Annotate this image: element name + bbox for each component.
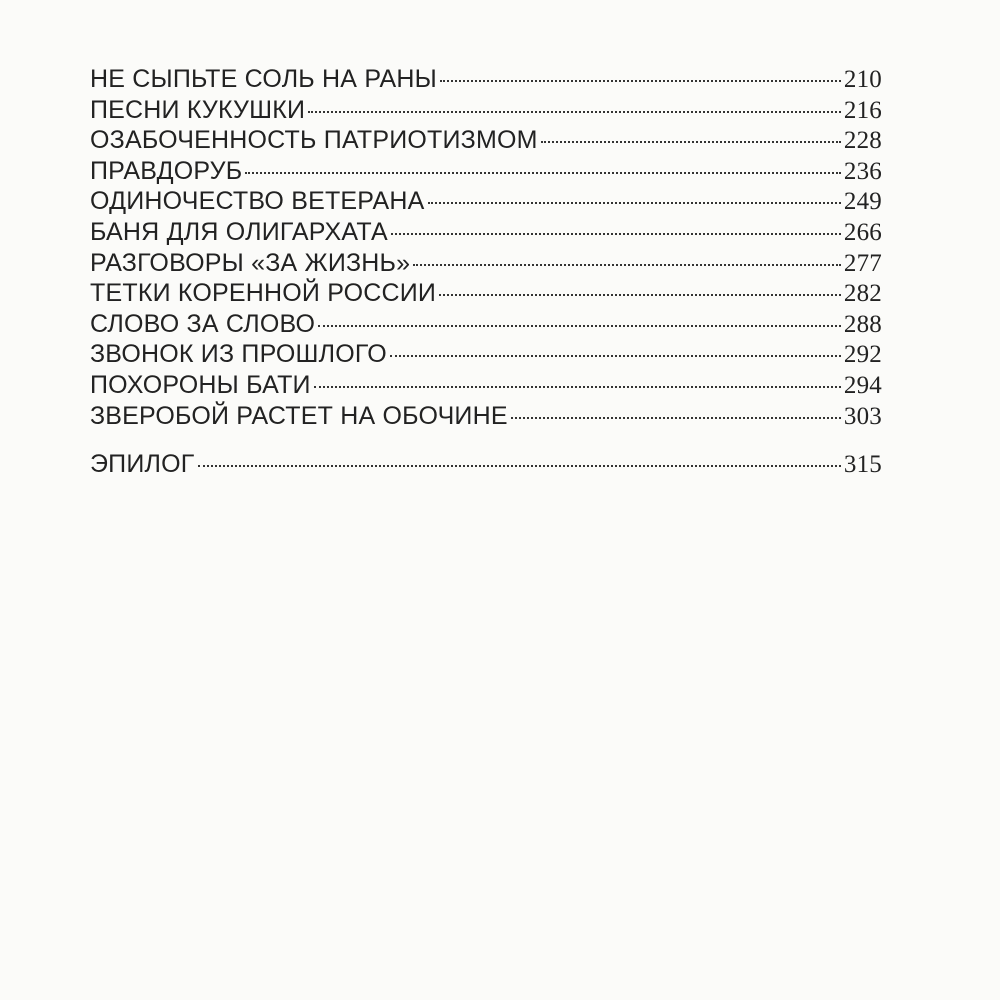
toc-entry-title: РАЗГОВОРЫ «ЗА ЖИЗНЬ»: [90, 248, 411, 277]
toc-leader-dots: [245, 172, 841, 174]
toc-entry-page: 210: [843, 66, 882, 93]
toc-entry-page: 294: [843, 371, 882, 399]
toc-entry-title: НЕ СЫПЬТЕ СОЛЬ НА РАНЫ: [90, 65, 437, 93]
toc-entry-title: ПРАВДОРУБ: [90, 156, 243, 185]
toc-entry-title: ЗВОНОК ИЗ ПРОШЛОГО: [90, 340, 387, 369]
toc-entry: [90, 186, 882, 217]
toc-leader-dots: [413, 264, 841, 266]
toc-entry-page: 216: [843, 96, 882, 124]
toc-entry-page: 228: [843, 127, 882, 155]
toc-entry-page: 277: [843, 249, 882, 277]
toc-entry: [90, 370, 882, 401]
toc-entry-page: 266: [843, 218, 882, 246]
toc-entry: [90, 156, 882, 187]
toc-entry-page: 249: [843, 188, 882, 216]
toc-entry-title: ПОХОРОНЫ БАТИ: [90, 370, 311, 399]
toc-entry-page: 315: [843, 451, 882, 479]
toc-entry: [90, 217, 882, 248]
toc-leader-dots: [308, 111, 841, 113]
toc-leader-dots: [391, 233, 841, 235]
toc-entry-title: ЭПИЛОГ: [90, 450, 195, 479]
toc-entry-title: ОДИНОЧЕСТВО ВЕТЕРАНА: [90, 187, 425, 216]
toc-entry-title: ЗВЕРОБОЙ РАСТЕТ НА ОБОЧИНЕ: [90, 401, 508, 430]
toc-entry: [90, 339, 882, 370]
toc-entry: [90, 278, 882, 309]
toc-entry-title: ПЕСНИ КУКУШКИ: [90, 95, 306, 124]
toc-entry-title: БАНЯ ДЛЯ ОЛИГАРХАТА: [90, 217, 388, 246]
table-of-contents: [90, 64, 882, 480]
toc-leader-dots: [390, 355, 841, 357]
toc-entry-page: 282: [843, 280, 882, 308]
toc-entry-page: 288: [843, 310, 882, 338]
toc-leader-dots: [318, 325, 841, 327]
toc-entry: [90, 64, 882, 95]
toc-entry-page: 292: [843, 341, 882, 369]
toc-leader-dots: [198, 465, 841, 467]
toc-entry: [90, 248, 882, 279]
toc-leader-dots: [511, 417, 841, 419]
toc-entry: [90, 125, 882, 156]
toc-entry: [90, 401, 882, 432]
toc-entry-page: 236: [843, 157, 882, 185]
toc-entry: [90, 309, 882, 340]
toc-leader-dots: [428, 202, 841, 204]
toc-entry-epilog: [90, 449, 882, 480]
toc-leader-dots: [440, 80, 841, 82]
toc-leader-dots: [541, 141, 841, 143]
toc-entry-title: ТЕТКИ КОРЕННОЙ РОССИИ: [90, 279, 437, 308]
toc-leader-dots: [439, 294, 841, 296]
toc-entry-title: ОЗАБОЧЕННОСТЬ ПАТРИОТИЗМОМ: [90, 126, 538, 155]
toc-entry-title: СЛОВО ЗА СЛОВО: [90, 309, 316, 338]
toc-entry: [90, 95, 882, 126]
toc-entry-page: 303: [843, 402, 882, 430]
toc-leader-dots: [314, 386, 841, 388]
